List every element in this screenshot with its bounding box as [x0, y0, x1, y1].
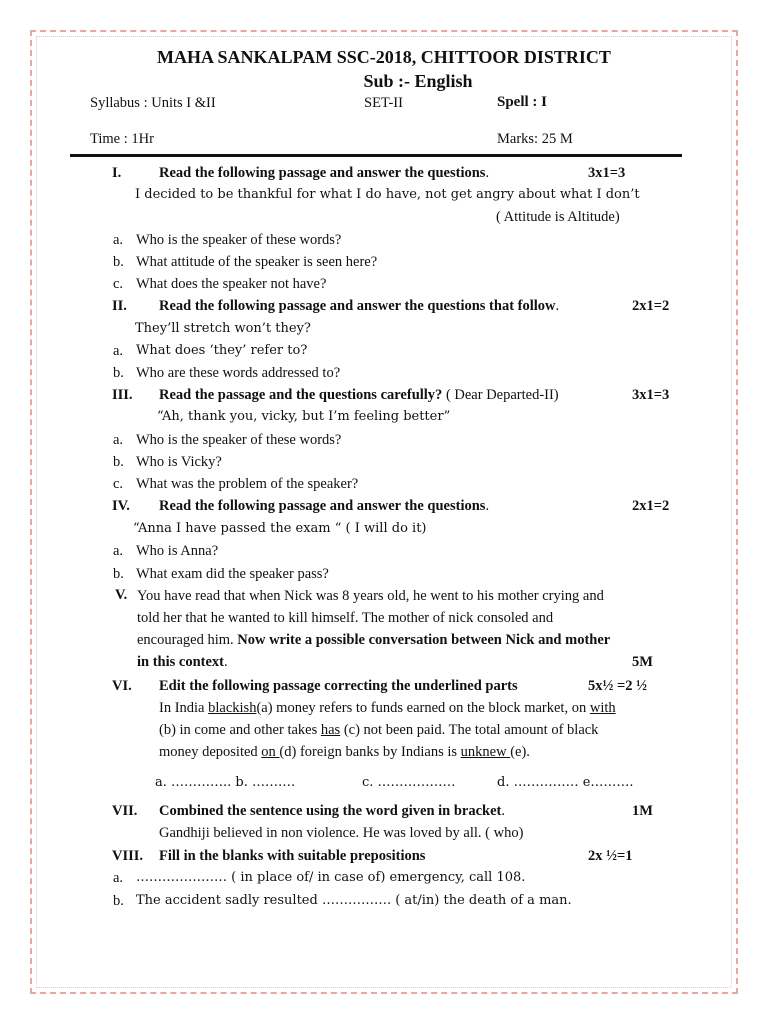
q1-item-a-letter: a. — [113, 232, 124, 248]
q7-text: Gandhiji believed in non violence. He was loved by all. ( who) — [159, 825, 524, 841]
q2-item-a-letter: a. — [113, 343, 124, 359]
q2-passage: They’ll stretch won’t they? — [135, 321, 311, 336]
marks-label: Marks: 25 M — [497, 131, 573, 147]
header-rule — [70, 154, 682, 157]
exam-title: MAHA SANKALPAM SSC-2018, CHITTOOR DISTRICT — [157, 47, 611, 67]
q2-number: II. — [112, 298, 127, 314]
q2-item-a: What does ‘they’ refer to? — [136, 343, 308, 358]
subject-line: Sub :- English — [363, 71, 473, 91]
q3-item-a: Who is the speaker of these words? — [136, 432, 342, 448]
q1-item-c: What does the speaker not have? — [136, 276, 327, 292]
q1-number: I. — [112, 165, 122, 181]
q1-instruction: Read the following passage and answer the questions. — [159, 165, 490, 181]
q6-blank-c: c. ……………… — [362, 775, 456, 790]
q8-number: VIII. — [112, 848, 144, 864]
q1-item-b: What attitude of the speaker is seen here? — [136, 254, 378, 270]
q6-blank-ab: a. ………….. b. ………. — [155, 775, 296, 790]
q3-instruction: Read the passage and the questions carefully? ( Dear Departed-II) — [159, 387, 559, 403]
q7-instruction: Combined the sentence using the word given in bracket. — [159, 803, 505, 819]
q6-line-3: money deposited on (d) foreign banks by Indians is unknew (e). — [159, 744, 530, 760]
q3-item-b-letter: b. — [113, 454, 124, 470]
q5-line-1: You have read that when Nick was 8 years old, he went to his mother crying and — [137, 588, 604, 604]
q5-line-2: told her that he wanted to kill himself. The mother of nick consoled and — [137, 610, 554, 626]
q4-number: IV. — [112, 498, 130, 514]
q3-number: III. — [112, 387, 133, 403]
q6-blank-de: d. …………… e………. — [497, 775, 634, 790]
q6-line-1: In India blackish(a) money refers to funds earned on the block market, on with — [159, 700, 616, 716]
q1-item-b-letter: b. — [113, 254, 124, 270]
q3-passage: “Ah, thank you, vicky, but I’m feeling better” — [157, 409, 451, 424]
q8-item-b: The accident sadly resulted ……………. ( at/in) the death of a man. — [136, 893, 572, 908]
q2-item-b-letter: b. — [113, 365, 124, 381]
set-label: SET-II — [364, 95, 403, 111]
q2-item-b: Who are these words addressed to? — [136, 365, 341, 381]
q3-item-b: Who is Vicky? — [136, 454, 222, 470]
syllabus: Syllabus : Units I &II — [90, 95, 216, 111]
q4-item-a: Who is Anna? — [136, 543, 219, 559]
q3-item-c-letter: c. — [113, 476, 124, 492]
q7-number: VII. — [112, 803, 138, 819]
q5-marks: 5M — [632, 654, 653, 670]
q6-marks: 5x½ =2 ½ — [588, 678, 648, 694]
q4-instruction: Read the following passage and answer the questions. — [159, 498, 490, 514]
q1-source: ( Attitude is Altitude) — [496, 209, 620, 225]
q3-item-a-letter: a. — [113, 432, 124, 448]
q4-item-a-letter: a. — [113, 543, 124, 559]
q5-line-4: in this context. — [137, 654, 228, 670]
time-label: Time : 1Hr — [90, 131, 154, 147]
q3-marks: 3x1=3 — [632, 387, 670, 403]
q7-marks: 1M — [632, 803, 653, 819]
q2-marks: 2x1=2 — [632, 298, 670, 314]
q6-number: VI. — [112, 678, 132, 694]
q8-item-a: ………………… ( in place of/ in case of) emergency, call 108. — [136, 870, 526, 885]
q4-marks: 2x1=2 — [632, 498, 670, 514]
q6-line-2: (b) in come and other takes has (c) not been paid. The total amount of black — [159, 722, 599, 738]
q8-instruction: Fill in the blanks with suitable prepositions — [159, 848, 426, 864]
q4-passage: “Anna I have passed the exam “ ( I will do it) — [133, 521, 427, 536]
spell-label: Spell : I — [497, 94, 548, 110]
q5-line-3: encouraged him. Now write a possible conversation between Nick and mother — [137, 632, 611, 648]
q3-item-c: What was the problem of the speaker? — [136, 476, 359, 492]
q4-item-b: What exam did the speaker pass? — [136, 566, 329, 582]
q1-item-c-letter: c. — [113, 276, 124, 292]
q6-instruction: Edit the following passage correcting the underlined parts — [159, 678, 518, 694]
q8-item-a-letter: a. — [113, 870, 124, 886]
q2-instruction: Read the following passage and answer the questions that follow. — [159, 298, 560, 314]
q1-item-a: Who is the speaker of these words? — [136, 232, 342, 248]
q5-number: V. — [115, 587, 128, 603]
q1-passage: I decided to be thankful for what I do have, not get angry about what I don’t — [135, 187, 640, 202]
q1-marks: 3x1=3 — [588, 165, 626, 181]
q8-marks: 2x ½=1 — [588, 848, 633, 864]
q4-item-b-letter: b. — [113, 566, 124, 582]
q8-item-b-letter: b. — [113, 893, 124, 909]
